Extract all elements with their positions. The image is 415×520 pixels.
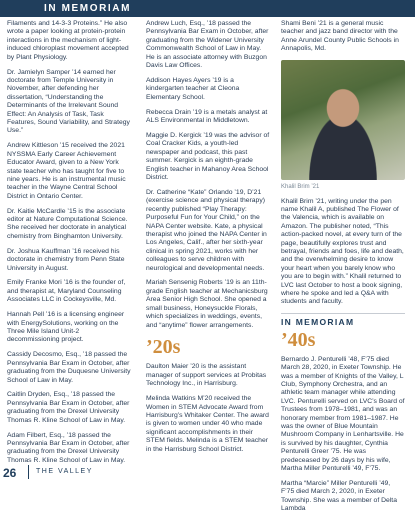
obituary: Martha “Marcie” Miller Penturelli ’49, F’75 died March 2, 2020, in Exeter Township. She was a member of Delta Lambda [281, 479, 397, 513]
class-note: Dr. Jamielyn Samper ’14 earned her doctorate from Temple University in November, after defending her dissertation, “Understanding the Determinants of the Irrelevant Sound Effect: An Analysis of Task, Task Features, Sound Variability, and Strategy Use.” [7, 68, 130, 135]
khalil-brim-photo [281, 60, 405, 180]
class-note: Khalil Brim ’21, writing under the pen name Khalil A, published The Flower of the Valencia, which is available on Amazon. The publisher noted, “This action-packed novel, at every turn of the page, beautifully explores trust and betrayal, friends and foes, life and death, and the overwhelming desire to know your heart when you barely know who you are to begin with.” Khalil returned to LVC last October to host a book signing, where he spoke and led a Q&A with students and faculty. [281, 197, 404, 306]
decade-heading-40s: ’40s [281, 328, 316, 351]
in-memoriam-heading: IN MEMORIAM [281, 313, 405, 326]
class-note: Cassidy Decosmo, Esq., ’18 passed the Pennsylvania Bar Exam in October, after graduating from the Duquesne University School of Law in May. [7, 351, 131, 384]
header-bar [0, 0, 415, 17]
column-3 [281, 20, 405, 520]
class-note: Shami Beni ’21 is a general music teacher and jazz band director with the Anne Arundel County Public Schools in Annapolis, Md. [281, 20, 399, 53]
footer [0, 460, 415, 480]
class-note: Andrew Luch, Esq., ’18 passed the Pennsylvania Bar Exam in October, after graduating from the Widener University Commonwealth School of Law in May. He is an associate attorney with Buzgon Davis Law Offices. [146, 20, 269, 70]
class-note: Andrew Kittleson ’15 received the 2021 NYSSMA Early Career Achievement Educator Award, given to a New York state teacher who has taught for five to nine years. He is an instrumental music teacher in the Wayne Central School District in Ontario Center. [7, 142, 126, 200]
photo-caption: Khalil Brim ’21 [281, 184, 320, 191]
class-note: Dr. Catherine “Kate” Orlando ’19, D’21 (exercise science and physical therapy) recently published “Play Therapy: Purposeful Fun for Your Child,” on the NAPA Center website. Kate, a physical therapist who joined the NAPA Center in Los Angeles, Calif., after her sixth-year clinical in spring 2021, works with her colleagues to serve children with neurological and developmental needs. [146, 188, 267, 272]
column-2 [146, 20, 270, 460]
class-note: Melinda Watkins M’20 received the Women in STEM Advocate Award from Harrisburg’s Whitaker Center. The award is given to women under 40 who made significant accomplishments in their STEM fields. Melinda is a STEM teacher in the Harrisburg School District. [146, 395, 269, 453]
class-note: Adam Filbert, Esq., ’18 passed the Pennsylvania Bar Exam in October, after graduating from the Drexel University Thomas R. Kline School of Law in May. [7, 431, 130, 464]
class-note: Addison Hayes Ayers ’19 is a kindergarten teacher at Cleona Elementary School. [146, 76, 240, 101]
class-note: Hannah Pell ’16 is a licensing engineer with EnergySolutions, working on the Three Mile Island Unit-2 decommissioning project. [7, 311, 125, 344]
class-note: Emily Franke Mori ’16 is the founder of, and therapist at, Maryland Counseling Associates LLC in Cockeysville, Md. [7, 279, 126, 304]
class-note: Dr. Kaitie McCardle ’15 is the associate editor at Nature Computational Science. She received her doctorate in analytical chemistry from Binghamton University. [7, 207, 128, 240]
class-note: Rebecca Drain ’19 is a metals analyst at ALS Environmental in Middletown. [146, 108, 268, 125]
class-note: Filaments and 14-3-3 Proteins.” He also wrote a paper looking at protein-protein interactions in the mechanism of light-induced chloroplast movement accepted by Plant Physiology. [7, 20, 129, 61]
footer-divider [28, 465, 29, 479]
class-note: Maggie D. Kergick ’19 was the advisor of Coal Cracker Kids, a youth-led newspaper and podcast, this past summer. Kergick is an eighth-grade English teacher in Mahanoy Area School District. [146, 131, 270, 181]
magazine-name: THE VALLEY [36, 468, 93, 475]
class-note: Mariah Sensenig Roberts ’19 is an 11th-grade English teacher at Mechanicsburg Area Senior High School. She opened a small business, Honeysuckle Florals, which specializes in weddings, events, and “anytime” flower arrangements. [146, 279, 268, 329]
class-note: Daulton Maier ’20 is the assistant manager of support services at Probitas Technology Inc., in Harrisburg. [146, 363, 267, 388]
obituary: Bernardo J. Penturelli ’48, F’75 died March 28, 2020, in Exeter Township. He was a member of Knights of the Valley, L Club, Symphony Orchestra, and an athletic team manager while attending LVC. Penturelli served on LVC’s Board of Trustees from 1978–1981, and was an honorary member from 1981–1987. He was the owner of Blue Mountain Mushroom Company in Lenhartsville. He is survived by his daughter, Cynthia Penturelli Greer ’75. He was predeceased by 26 days by his wife, Martha Miller Penturelli ’49, F’75. [281, 355, 405, 472]
page-number: 26 [3, 466, 17, 480]
section-title: IN MEMORIAM [44, 3, 132, 14]
class-note: Dr. Joshua Kauffman ’16 received his doctorate in chemistry from Penn State University in August. [7, 247, 125, 272]
column-1 [7, 20, 131, 472]
decade-heading-20s: ’20s [146, 336, 181, 359]
class-note: Caitlin Dryden, Esq., ’18 passed the Pennsylvania Bar Exam in October, after graduating from the Drexel University Thomas R. Kline School of Law in May. [7, 391, 130, 424]
